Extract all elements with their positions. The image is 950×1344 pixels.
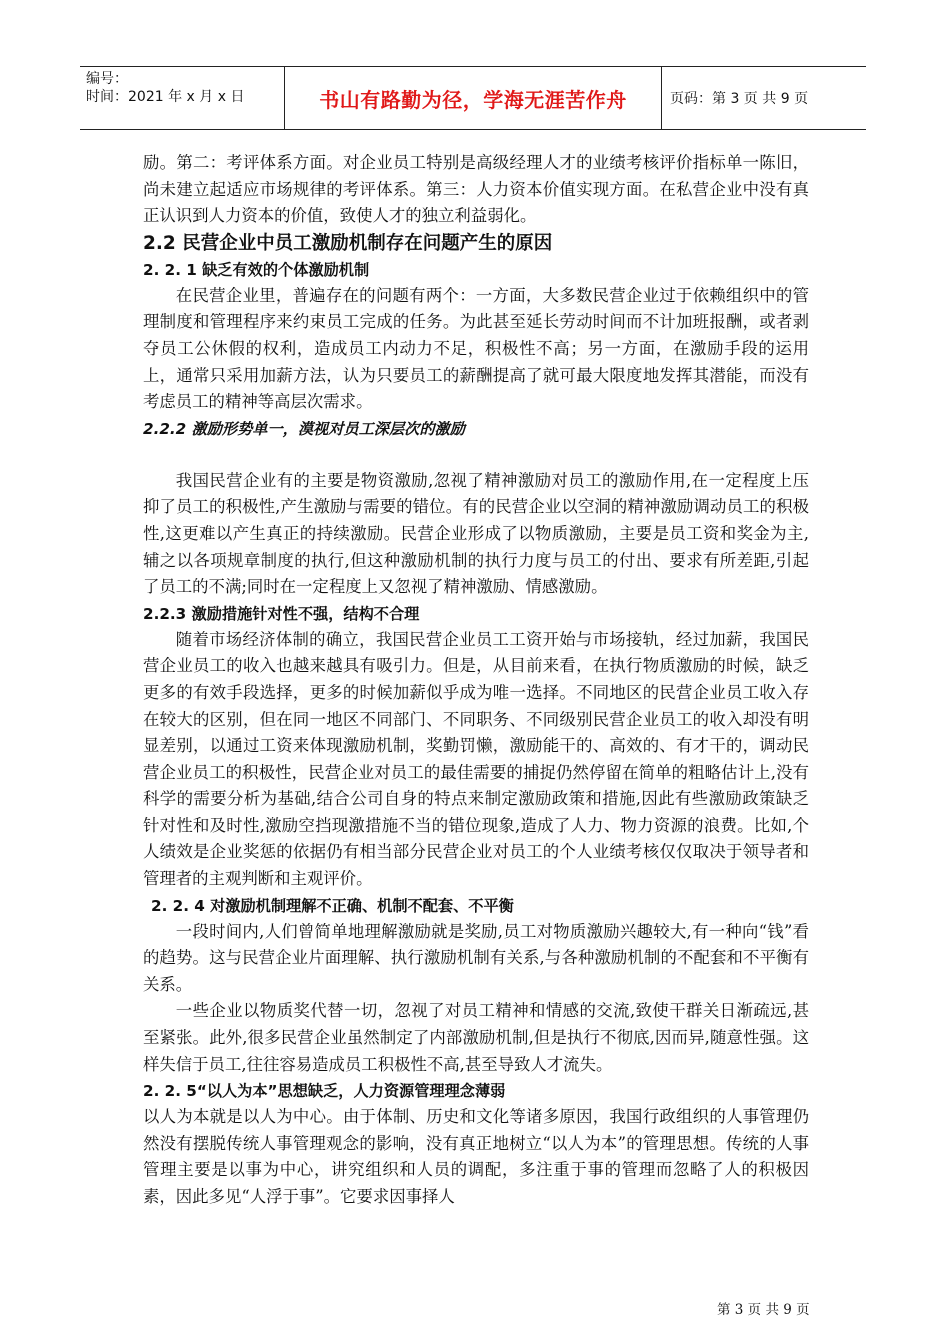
- document-body: [143, 150, 809, 1211]
- subsection-heading-2-2-5: 2. 2. 5“以人为本”思想缺乏，人力资源管理理念薄弱: [143, 1082, 506, 1101]
- paragraph-continued: 励。第二：考评体系方面。对企业员工特别是高级经理人才的业绩考核评价指标单一陈旧，尚未建立起适应市场规律的考评体系。第三：人力资本价值实现方面。在私营企业中没有真正认识到人力资本的价值，致使人才的独立利益弱化。: [143, 153, 809, 226]
- subsection-heading-2-2-2: 2.2.2 激励形势单一，漠视对员工深层次的激励: [143, 419, 465, 438]
- paragraph-single-incentive-form: 我国民营企业有的主要是物资激励,忽视了精神激励对员工的激励作用,在一定程度上压抑了员工的积极性,产生激励与需要的错位。有的民营企业以空洞的精神激励调动员工的积极性,这更难以产生真正的持续激励。民营企业形成了以物质激励，主要是员工资和奖金为主,辅之以各项规章制度的执行,但这种激励机制的执行力度与员工的付出、要求有所差距,引起了员工的不满;同时在一定程度上又忽视了精神激励、情感激励。: [143, 470, 809, 597]
- document-date-label: 时间：2021 年 x 月 x 日: [86, 89, 245, 105]
- subsection-heading-2-2-3: 2.2.3 激励措施针对性不强，结构不合理: [143, 604, 420, 623]
- header-meta-cell: [80, 67, 285, 129]
- paragraph-people-oriented: 以人为本就是以人为中心。由于体制、历史和文化等诸多原因，我国行政组织的人事管理仍然没有摆脱传统人事管理观念的影响，没有真正地树立“以人为本”的管理思想。传统的人事管理主要是以事为中心，讲究组织和人员的调配，多注重于事的管理而忽略了人的积极因素，因此多见“人浮于事”。它要求因事择人: [143, 1107, 809, 1206]
- document-number-label: 编号：: [86, 71, 128, 87]
- subsection-heading-2-2-1: 2. 2. 1 缺乏有效的个体激励机制: [143, 260, 370, 279]
- paragraph-material-rewards: 一些企业以物质奖代替一切，忽视了对员工精神和情感的交流,致使干群关日渐疏远,甚至紧张。此外,很多民营企业虽然制定了内部激励机制,但是执行不彻底,因而异,随意性强。这样失信于员工,往往容易造成员工积极性不高,甚至导致人才流失。: [143, 1001, 809, 1074]
- header-motto-cell: [285, 67, 662, 129]
- page-footer: 第 3 页 共 9 页: [717, 1302, 810, 1318]
- header-motto: 书山有路勤为径，学海无涯苦作舟: [319, 87, 627, 112]
- header-page-info: 页码：第 3 页 共 9 页: [670, 91, 809, 107]
- section-heading-2-2: 2.2 民营企业中员工激励机制存在问题产生的原因: [143, 232, 553, 254]
- paragraph-individual-incentive: 在民营企业里，普遍存在的问题有两个：一方面，大多数民营企业过于依赖组织中的管理制度和管理程序来约束员工完成的任务。为此甚至延长劳动时间而不计加班报酬，或者剥夺员工公休假的权利，造成员工内动力不足，积极性不高；另一方面，在激励手段的运用上，通常只采用加薪方法，认为只要员工的薪酬提高了就可最大限度地发挥其潜能，而没有考虑员工的精神等高层次需求。: [143, 285, 809, 412]
- header-page-cell: [662, 67, 866, 129]
- subsection-heading-2-2-4: 2. 2. 4 对激励机制理解不正确、机制不配套、不平衡: [151, 896, 514, 915]
- paragraph-incentive-measures: 随着市场经济体制的确立，我国民营企业员工工资开始与市场接轨，经过加薪，我国民营企业员工的收入也越来越具有吸引力。但是，从目前来看，在执行物质激励的时候，缺乏更多的有效手段选择，更多的时候加薪似乎成为唯一选择。不同地区的民营企业员工收入存在较大的区别，但在同一地区不同部门、不同职务、不同级别民营企业员工的收入却没有明显差别，以通过工资来体现激励机制，奖勤罚懒，激励能干的、高效的、有才干的，调动民营企业员工的积极性，民营企业对员工的最佳需要的捕捉仍然停留在简单的粗略估计上,没有科学的需要分析为基础,结合公司自身的特点来制定激励政策和措施,因此有些激励政策缺乏针对性和及时性,激励空挡现激措施不当的错位现象,造成了人力、物力资源的浪费。比如,个人绩效是企业奖惩的依据仍有相当部分民营企业对员工的个人业绩考核仅仅取决于领导者和管理者的主观判断和主观评价。: [143, 629, 809, 889]
- blank-line: [143, 442, 809, 468]
- header-table: [80, 66, 866, 130]
- paragraph-misunderstanding-incentive: 一段时间内,人们曾简单地理解激励就是奖励,员工对物质激励兴趣较大,有一种向“钱”看的趋势。这与民营企业片面理解、执行激励机制有关系,与各种激励机制的不配套和不平衡有关系。: [143, 921, 809, 994]
